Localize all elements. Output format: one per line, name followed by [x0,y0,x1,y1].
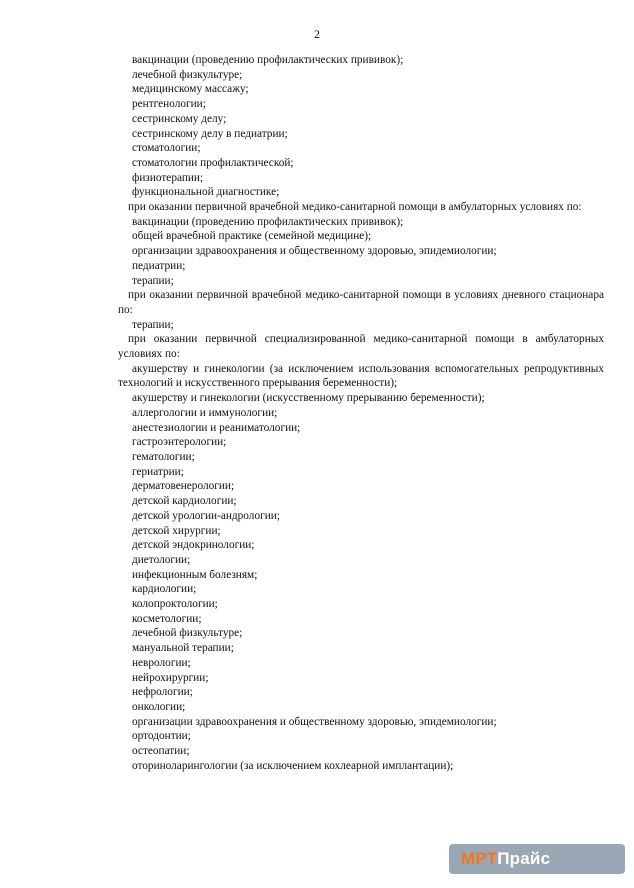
list-item: детской урологии-андрологии; [132,509,280,522]
section-heading: при оказании первичной врачебной медико-санитарной помощи в условиях дневного стационара по: [118,289,604,316]
list-item: онкологии; [132,700,186,713]
list-item: детской хирургии; [132,524,221,537]
watermark-logo [449,844,625,874]
list-item: вакцинации (проведению профилактических прививок); [132,215,404,228]
list-item: гериатрии; [132,465,184,478]
list-item: дерматовенерологии; [132,480,235,493]
list-item: диетологии; [132,553,191,566]
list-item: аллергологии и иммунологии; [132,406,278,419]
list-item: сестринскому делу в педиатрии; [132,127,288,140]
list-item: физиотерапии; [132,171,204,184]
list-item: лечебной физкультуре; [132,627,243,640]
list-item: детской кардиологии; [132,495,237,508]
list-item: общей врачебной практике (семейной медицине); [132,230,372,243]
list-item: вакцинации (проведению профилактических прививок); [132,54,404,66]
list-item: мануальной терапии; [132,642,234,655]
list-item: терапии; [132,274,174,287]
document-body [118,53,604,773]
list-item: гастроэнтерологии; [132,436,227,449]
watermark-part1: МРТ [461,849,498,868]
list-item: нефрологии; [132,686,193,699]
list-item: неврологии; [132,656,191,669]
list-item: акушерству и гинекологии (за исключением использования вспомогательных репродуктивных технологий и искусственного прерывания беременности); [118,362,604,390]
section-heading: при оказании первичной специализированной медико-санитарной помощи в амбулаторных условиях по: [118,333,604,361]
list-item: кардиологии; [132,583,197,596]
list-item: медицинскому массажу; [132,83,249,96]
list-item: ортодонтии; [132,730,191,743]
page-number: 2 [314,27,320,41]
list-item: оториноларингологии (за исключением кохлеарной имплантации); [132,759,454,772]
list-item: детской эндокринологии; [132,539,255,552]
list-item: терапии; [132,318,174,331]
list-item: инфекционным болезням; [132,568,258,581]
list-item: стоматологии профилактической; [132,156,294,169]
list-item: стоматологии; [132,142,201,155]
list-item: акушерству и гинекологии (искусственному прерыванию беременности); [132,392,485,405]
list-item: рентгенологии; [132,98,206,111]
list-item: педиатрии; [132,259,186,272]
watermark-part2: Прайс [497,849,551,868]
list-item: косметологии; [132,612,202,625]
list-item: анестезиологии и реаниматологии; [132,421,301,434]
list-item: организации здравоохранения и общественному здоровью, эпидемиологии; [132,715,497,728]
list-item: нейрохирургии; [132,671,209,684]
list-item: сестринскому делу; [132,112,227,125]
list-item: функциональной диагностике; [132,186,280,199]
list-item: гематологии; [132,450,195,463]
section-heading: при оказании первичной врачебной медико-санитарной помощи в амбулаторных условиях по: [128,201,582,214]
list-item: организации здравоохранения и общественному здоровью, эпидемиологии; [132,245,497,258]
list-item: колопроктологии; [132,598,218,611]
list-item: остеопатии; [132,745,190,758]
list-item: лечебной физкультуре; [132,68,243,81]
